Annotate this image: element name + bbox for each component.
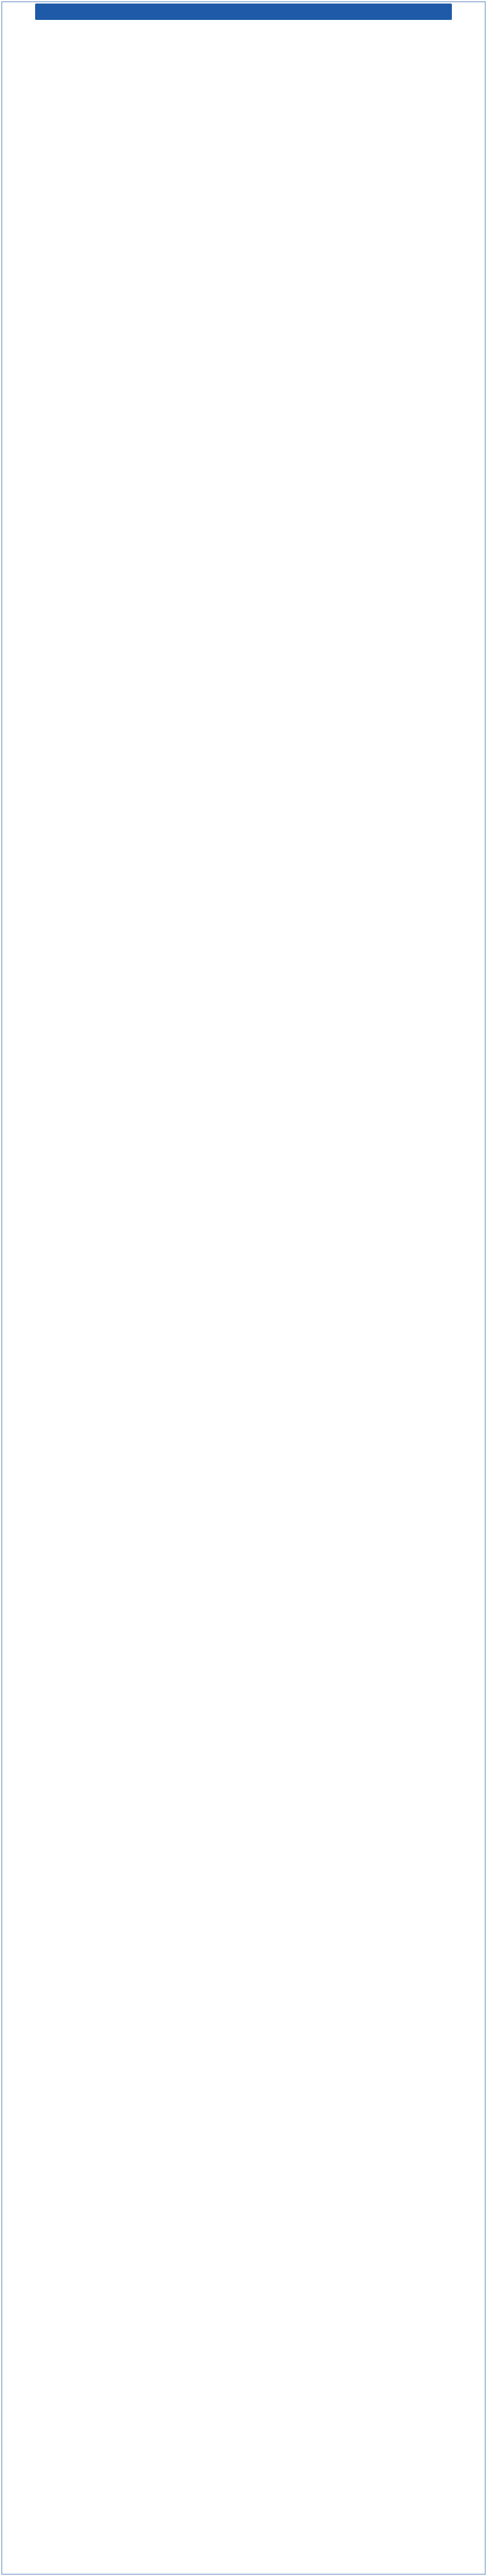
page-frame — [1, 1, 486, 2575]
page-title — [35, 4, 452, 20]
